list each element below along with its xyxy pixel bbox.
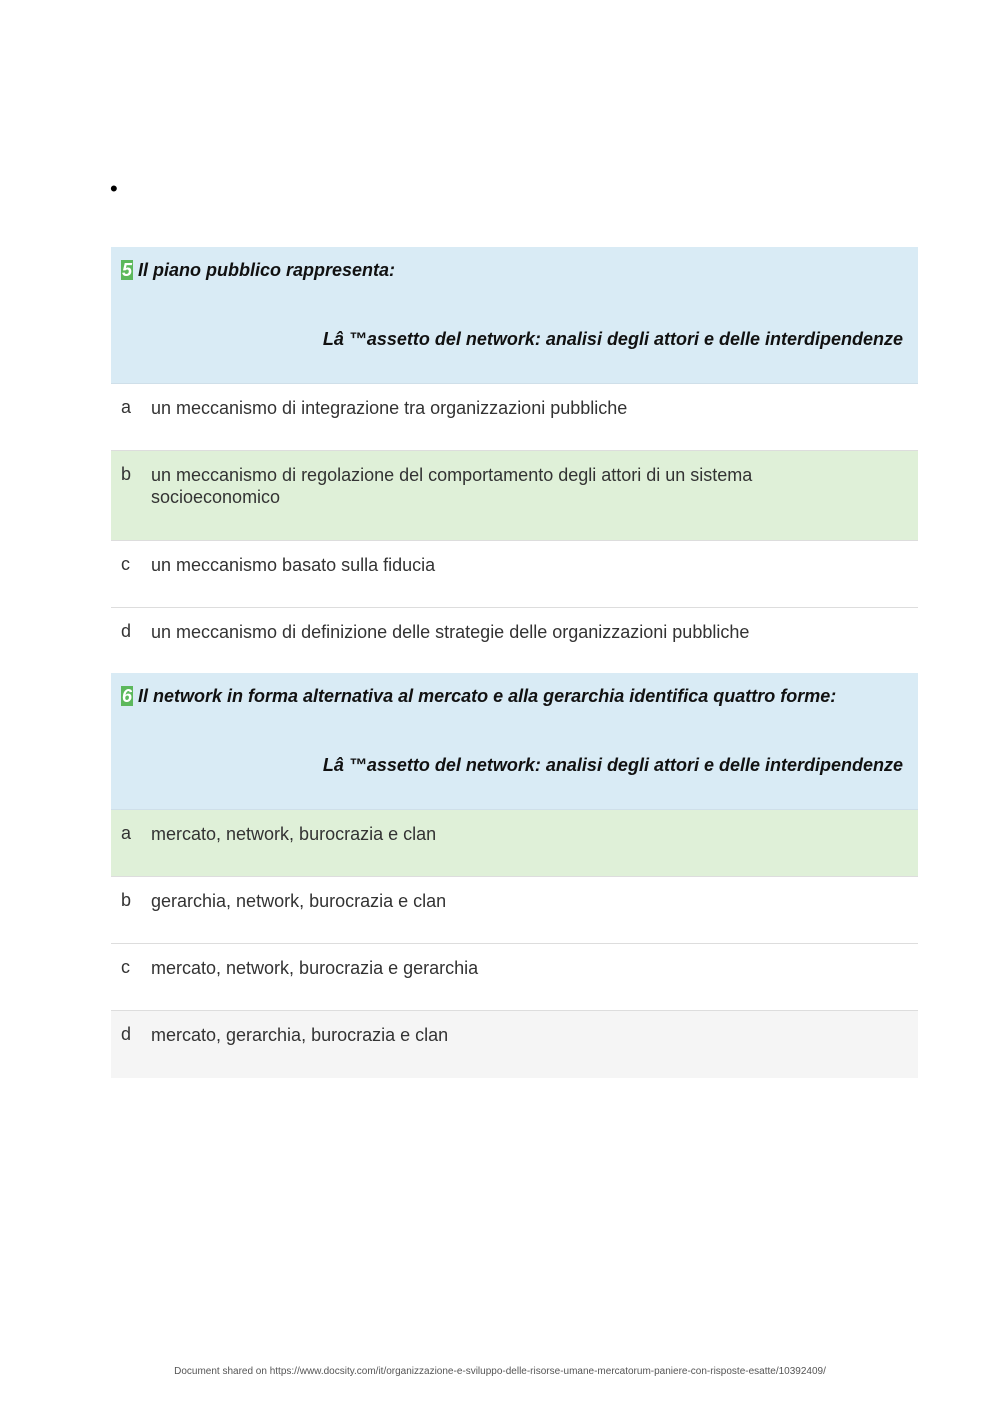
question-title: [121, 686, 836, 707]
answer-letter: a: [121, 397, 132, 417]
question-title: [121, 260, 395, 281]
answer-letter: d: [121, 1024, 132, 1044]
answer-option-d: [111, 608, 918, 675]
answer-text: gerarchia, network, burocrazia e clan: [151, 891, 447, 911]
answer-text: un meccanismo di regolazione del comportamento degli attori di un sistema socioeconomico: [151, 465, 753, 507]
answer-text: un meccanismo di definizione delle strategie delle organizzazioni pubbliche: [151, 622, 750, 642]
answer-letter: a: [121, 823, 132, 843]
answer-option-a-correct: [111, 810, 918, 877]
answer-option-c: [111, 944, 918, 1011]
document-footer: Document shared on https://www.docsity.com/it/organizzazione-e-sviluppo-delle-risorse-umane-mercatorum-paniere-con-risposte-esatte/10392409/: [174, 1366, 826, 1377]
answer-text: un meccanismo basato sulla fiducia: [151, 555, 436, 575]
answer-text: mercato, network, burocrazia e clan: [151, 824, 437, 844]
question-number-badge: 6: [122, 686, 133, 706]
answer-letter: b: [121, 890, 132, 910]
answer-text: mercato, network, burocrazia e gerarchia: [151, 958, 479, 978]
answer-option-d: [111, 1011, 918, 1078]
answer-option-b-correct: [111, 451, 918, 541]
question-block-6: [111, 673, 918, 1078]
question-text: Il network in forma alternativa al mercato e alla gerarchia identifica quattro forme:: [138, 686, 837, 706]
question-header: [111, 673, 918, 810]
answer-option-c: [111, 541, 918, 608]
question-topic: Lâ ™assetto del network: analisi degli attori e delle interdipendenze: [322, 329, 903, 349]
question-header: [111, 247, 918, 384]
answer-option-a: [111, 384, 918, 451]
answer-letter: b: [121, 464, 132, 484]
bullet-mark: •: [110, 176, 118, 201]
answer-letter: c: [121, 554, 130, 574]
question-text: Il piano pubblico rappresenta:: [138, 260, 396, 280]
question-number-badge: 5: [122, 260, 133, 280]
question-block-5: [111, 247, 918, 675]
answer-text: mercato, gerarchia, burocrazia e clan: [151, 1025, 449, 1045]
answer-letter: d: [121, 621, 132, 641]
answer-option-b: [111, 877, 918, 944]
answer-text: un meccanismo di integrazione tra organizzazioni pubbliche: [151, 398, 628, 418]
question-topic: Lâ ™assetto del network: analisi degli attori e delle interdipendenze: [322, 755, 903, 775]
answer-letter: c: [121, 957, 130, 977]
